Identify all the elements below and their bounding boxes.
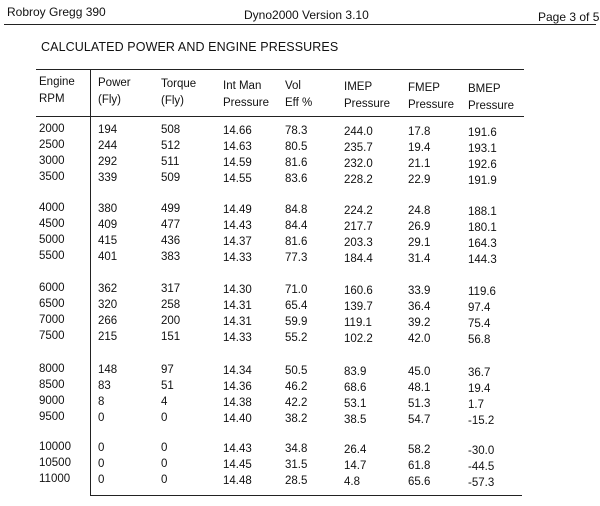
cell-imep: 4.8 [344,476,360,488]
cell-vol-eff: 81.6 [285,236,308,248]
cell-fmep: 19.4 [408,142,431,154]
cell-rpm: 3000 [39,155,65,167]
cell-vol-eff: 65.4 [285,300,308,312]
column-header-rpm-line2: RPM [39,93,65,105]
cell-power: 380 [98,203,118,215]
cell-vol-eff: 50.5 [285,365,308,377]
column-header-bmep-line1: BMEP [468,83,501,95]
cell-power: 0 [98,474,105,486]
cell-bmep: 75.4 [468,318,491,330]
cell-power: 339 [98,172,118,184]
cell-fmep: 42.0 [408,333,431,345]
cell-imep: 228.2 [344,174,373,186]
cell-bmep: 144.3 [468,254,497,266]
cell-vol-eff: 46.2 [285,381,308,393]
cell-rpm: 10000 [39,441,71,453]
cell-fmep: 45.0 [408,366,431,378]
cell-fmep: 58.2 [408,444,431,456]
cell-rpm: 7000 [39,314,65,326]
cell-bmep: -15.2 [468,415,495,427]
cell-vol-eff: 42.2 [285,397,308,409]
cell-power: 362 [98,283,118,295]
cell-torque: 258 [161,299,181,311]
cell-imep: 53.1 [344,398,367,410]
column-header-bmep-line2: Pressure [468,100,515,112]
column-header-fmep-line2: Pressure [408,99,455,111]
cell-int-man-pressure: 14.66 [223,125,252,137]
cell-fmep: 39.2 [408,317,431,329]
cell-bmep: 193.1 [468,143,497,155]
header-bottom-rule [36,116,524,117]
cell-rpm: 2000 [39,123,65,135]
cell-fmep: 33.9 [408,285,431,297]
cell-int-man-pressure: 14.43 [223,220,252,232]
report-title: CALCULATED POWER AND ENGINE PRESSURES [41,40,339,54]
rpm-column-divider [90,69,91,495]
cell-torque: 508 [161,124,181,136]
cell-bmep: 19.4 [468,383,491,395]
software-version: Dyno2000 Version 3.10 [244,8,369,22]
cell-power: 215 [98,331,118,343]
cell-power: 244 [98,140,118,152]
page-number: Page 3 of 5 [538,10,600,24]
cell-power: 0 [98,412,105,424]
cell-power: 194 [98,124,118,136]
cell-bmep: 164.3 [468,238,497,250]
cell-fmep: 54.7 [408,414,431,426]
column-header-vol-eff-line1: Vol [285,80,301,92]
cell-rpm: 10500 [39,457,71,469]
cell-rpm: 8000 [39,363,65,375]
cell-torque: 0 [161,458,168,470]
cell-int-man-pressure: 14.31 [223,300,252,312]
cell-vol-eff: 84.4 [285,220,308,232]
cell-rpm: 5500 [39,250,65,262]
cell-int-man-pressure: 14.48 [223,475,252,487]
cell-imep: 14.7 [344,460,367,472]
cell-vol-eff: 28.5 [285,475,308,487]
cell-fmep: 65.6 [408,476,431,488]
cell-power: 415 [98,235,118,247]
cell-fmep: 24.8 [408,205,431,217]
cell-int-man-pressure: 14.49 [223,204,252,216]
cell-bmep: 188.1 [468,206,497,218]
cell-bmep: 180.1 [468,222,497,234]
cell-torque: 436 [161,235,181,247]
cell-power: 320 [98,299,118,311]
cell-torque: 0 [161,442,168,454]
cell-vol-eff: 38.2 [285,413,308,425]
cell-fmep: 31.4 [408,253,431,265]
table-top-rule [36,69,524,70]
cell-rpm: 5000 [39,234,65,246]
cell-rpm: 7500 [39,330,65,342]
cell-vol-eff: 77.3 [285,252,308,264]
cell-imep: 26.4 [344,444,367,456]
cell-power: 83 [98,380,111,392]
cell-bmep: 97.4 [468,302,491,314]
column-header-vol-eff-line2: Eff % [285,97,313,109]
cell-torque: 0 [161,474,168,486]
cell-power: 401 [98,251,118,263]
cell-power: 8 [98,396,105,408]
cell-torque: 51 [161,380,174,392]
column-header-int-man-pressure-line1: Int Man [223,80,262,92]
cell-vol-eff: 55.2 [285,332,308,344]
cell-vol-eff: 80.5 [285,141,308,153]
cell-power: 0 [98,442,105,454]
cell-imep: 119.1 [344,317,372,329]
cell-imep: 217.7 [344,221,373,233]
cell-imep: 184.4 [344,253,373,265]
cell-bmep: -30.0 [468,445,495,457]
cell-bmep: 191.6 [468,127,497,139]
cell-bmep: 119.6 [468,286,496,298]
cell-vol-eff: 71.0 [285,284,308,296]
cell-torque: 0 [161,412,168,424]
cell-int-man-pressure: 14.31 [223,316,252,328]
cell-int-man-pressure: 14.55 [223,173,252,185]
column-header-torque-line2: (Fly) [161,95,184,107]
cell-imep: 224.2 [344,205,373,217]
column-header-power-line2: (Fly) [98,94,121,106]
cell-power: 148 [98,364,118,376]
cell-int-man-pressure: 14.36 [223,381,252,393]
cell-torque: 151 [161,331,181,343]
cell-torque: 97 [161,364,174,376]
cell-rpm: 2500 [39,139,65,151]
table-bottom-rule [90,495,522,496]
cell-rpm: 4500 [39,218,65,230]
cell-bmep: 192.6 [468,159,497,171]
column-header-fmep-line1: FMEP [408,82,440,94]
cell-imep: 244.0 [344,126,373,138]
cell-bmep: 36.7 [468,367,491,379]
cell-torque: 512 [161,140,181,152]
cell-int-man-pressure: 14.59 [223,157,252,169]
cell-torque: 477 [161,219,181,231]
column-header-imep-line1: IMEP [344,81,373,93]
cell-int-man-pressure: 14.38 [223,397,252,409]
cell-power: 266 [98,315,118,327]
cell-rpm: 3500 [39,171,65,183]
cell-fmep: 51.3 [408,398,431,410]
cell-int-man-pressure: 14.43 [223,443,252,455]
cell-imep: 235.7 [344,142,373,154]
column-header-rpm-line1: Engine [39,76,75,88]
column-header-power-line1: Power [98,77,131,89]
cell-vol-eff: 59.9 [285,316,308,328]
cell-imep: 38.5 [344,414,367,426]
cell-int-man-pressure: 14.33 [223,332,252,344]
cell-fmep: 21.1 [408,158,431,170]
cell-imep: 160.6 [344,285,373,297]
column-header-int-man-pressure-line2: Pressure [223,97,270,109]
cell-torque: 383 [161,251,181,263]
cell-imep: 203.3 [344,237,373,249]
cell-rpm: 6000 [39,282,65,294]
cell-vol-eff: 78.3 [285,125,308,137]
cell-power: 292 [98,156,118,168]
cell-imep: 102.2 [344,333,373,345]
cell-bmep: 1.7 [468,399,484,411]
cell-torque: 499 [161,203,181,215]
cell-imep: 139.7 [344,301,373,313]
cell-int-man-pressure: 14.45 [223,459,252,471]
cell-vol-eff: 84.8 [285,204,308,216]
cell-int-man-pressure: 14.37 [223,236,252,248]
cell-vol-eff: 81.6 [285,157,308,169]
cell-fmep: 22.9 [408,174,431,186]
cell-int-man-pressure: 14.34 [223,365,252,377]
cell-int-man-pressure: 14.30 [223,284,252,296]
cell-rpm: 6500 [39,298,65,310]
cell-vol-eff: 34.8 [285,443,308,455]
cell-torque: 317 [161,283,181,295]
cell-rpm: 11000 [39,473,71,485]
cell-fmep: 48.1 [408,382,431,394]
cell-fmep: 29.1 [408,237,431,249]
cell-torque: 200 [161,315,181,327]
cell-vol-eff: 31.5 [285,459,308,471]
cell-rpm: 8500 [39,379,65,391]
cell-power: 0 [98,458,105,470]
cell-fmep: 26.9 [408,221,431,233]
cell-imep: 68.6 [344,382,367,394]
cell-bmep: -44.5 [468,461,495,473]
cell-bmep: -57.3 [468,477,495,489]
cell-bmep: 56.8 [468,334,491,346]
cell-imep: 232.0 [344,158,373,170]
cell-torque: 4 [161,396,168,408]
cell-bmep: 191.9 [468,175,497,187]
cell-int-man-pressure: 14.63 [223,141,252,153]
cell-rpm: 9500 [39,411,65,423]
cell-rpm: 4000 [39,202,65,214]
cell-fmep: 61.8 [408,460,431,472]
cell-power: 409 [98,219,118,231]
cell-int-man-pressure: 14.40 [223,413,252,425]
cell-rpm: 9000 [39,395,65,407]
cell-int-man-pressure: 14.33 [223,252,252,264]
cell-fmep: 17.8 [408,126,431,138]
report-author: Robroy Gregg 390 [7,5,106,19]
cell-vol-eff: 83.6 [285,173,308,185]
column-header-imep-line2: Pressure [344,98,391,110]
cell-torque: 509 [161,172,181,184]
cell-torque: 511 [161,156,180,168]
cell-fmep: 36.4 [408,301,431,313]
cell-imep: 83.9 [344,366,367,378]
column-header-torque-line1: Torque [161,78,197,90]
